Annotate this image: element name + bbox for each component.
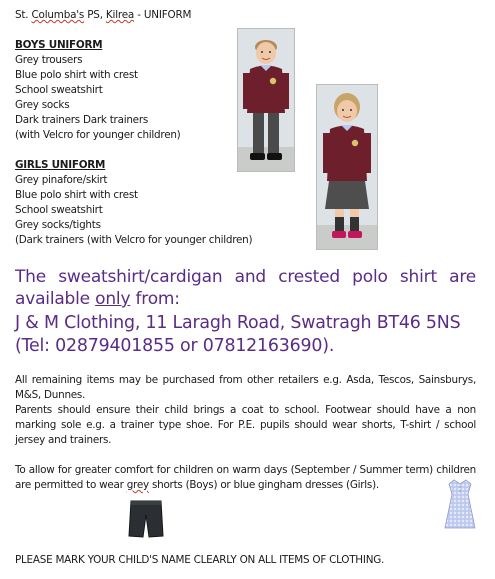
dress-icon [444, 478, 476, 531]
supplier-address: J & M Clothing, 11 Laragh Road, Swatragh BT46 5NS [15, 313, 461, 333]
shorts-icon [128, 499, 164, 539]
boys-uniform-heading: BOYS UNIFORM [15, 39, 103, 51]
girls-item: School sweatshirt [15, 204, 103, 216]
title-town: Kilrea [105, 9, 135, 21]
name-label-reminder: PLEASE MARK YOUR CHILD'S NAME CLEARLY ON ALL ITEMS OF CLOTHING. [15, 554, 385, 566]
girls-item: Blue polo shirt with crest [15, 189, 138, 201]
supplier-details [15, 312, 460, 358]
boy-figure-illustration [238, 29, 294, 171]
boys-item: Grey trousers [15, 54, 83, 66]
title-school-name: Columba's [31, 9, 85, 21]
summer-text: To allow for greater comfort for children on warm days (September / Summer term) children are permitted to wear [15, 464, 476, 491]
girls-item: Grey socks/tights [15, 219, 101, 231]
coat-footwear-paragraph: Parents should ensure their child brings a coat to school. Footwear should have a non marking sole e.g. a trainer type shoe. For P.E. pupils should wear shorts, T-shirt / school jersey and trainers. [15, 404, 476, 446]
girl-figure-illustration [317, 85, 377, 249]
girl-uniform-photo [316, 84, 378, 250]
girls-item: (Dark trainers (with Velcro for younger children) [15, 234, 253, 246]
boys-item: (with Velcro for younger children) [15, 129, 181, 141]
gingham-dress-image [444, 478, 476, 531]
availability-statement [15, 266, 476, 310]
girls-item: Grey pinafore/skirt [15, 174, 108, 186]
summer-grey-word: grey [126, 479, 149, 491]
boy-uniform-photo [237, 28, 295, 172]
title-prefix: St. [15, 9, 32, 21]
availability-text-end: from: [130, 289, 180, 309]
boys-item: Blue polo shirt with crest [15, 69, 138, 81]
availability-text: The sweatshirt/cardigan and crested polo shirt are available [15, 267, 476, 309]
retailers-paragraph: All remaining items may be purchased from other retailers e.g. Asda, Tescos, Sainsburys, M&S, Dunnes. [15, 374, 476, 401]
title-separator: PS, [84, 9, 106, 21]
boys-item: Dark trainers Dark trainers [15, 114, 149, 126]
title-suffix: - UNIFORM [134, 9, 192, 21]
girls-uniform-section [15, 158, 252, 248]
supplier-phone: (Tel: 02879401855 or 07812163690). [15, 336, 335, 356]
availability-only-emphasis: only [95, 289, 131, 309]
page-title [15, 8, 191, 23]
boys-uniform-section [15, 38, 180, 143]
summer-term-paragraph [15, 463, 476, 493]
girls-uniform-heading: GIRLS UNIFORM [15, 159, 106, 171]
summer-text-end: shorts (Boys) or blue gingham dresses (Girls). [148, 479, 379, 491]
boys-item: Grey socks [15, 99, 70, 111]
grey-shorts-image [128, 499, 164, 539]
boys-item: School sweatshirt [15, 84, 103, 96]
